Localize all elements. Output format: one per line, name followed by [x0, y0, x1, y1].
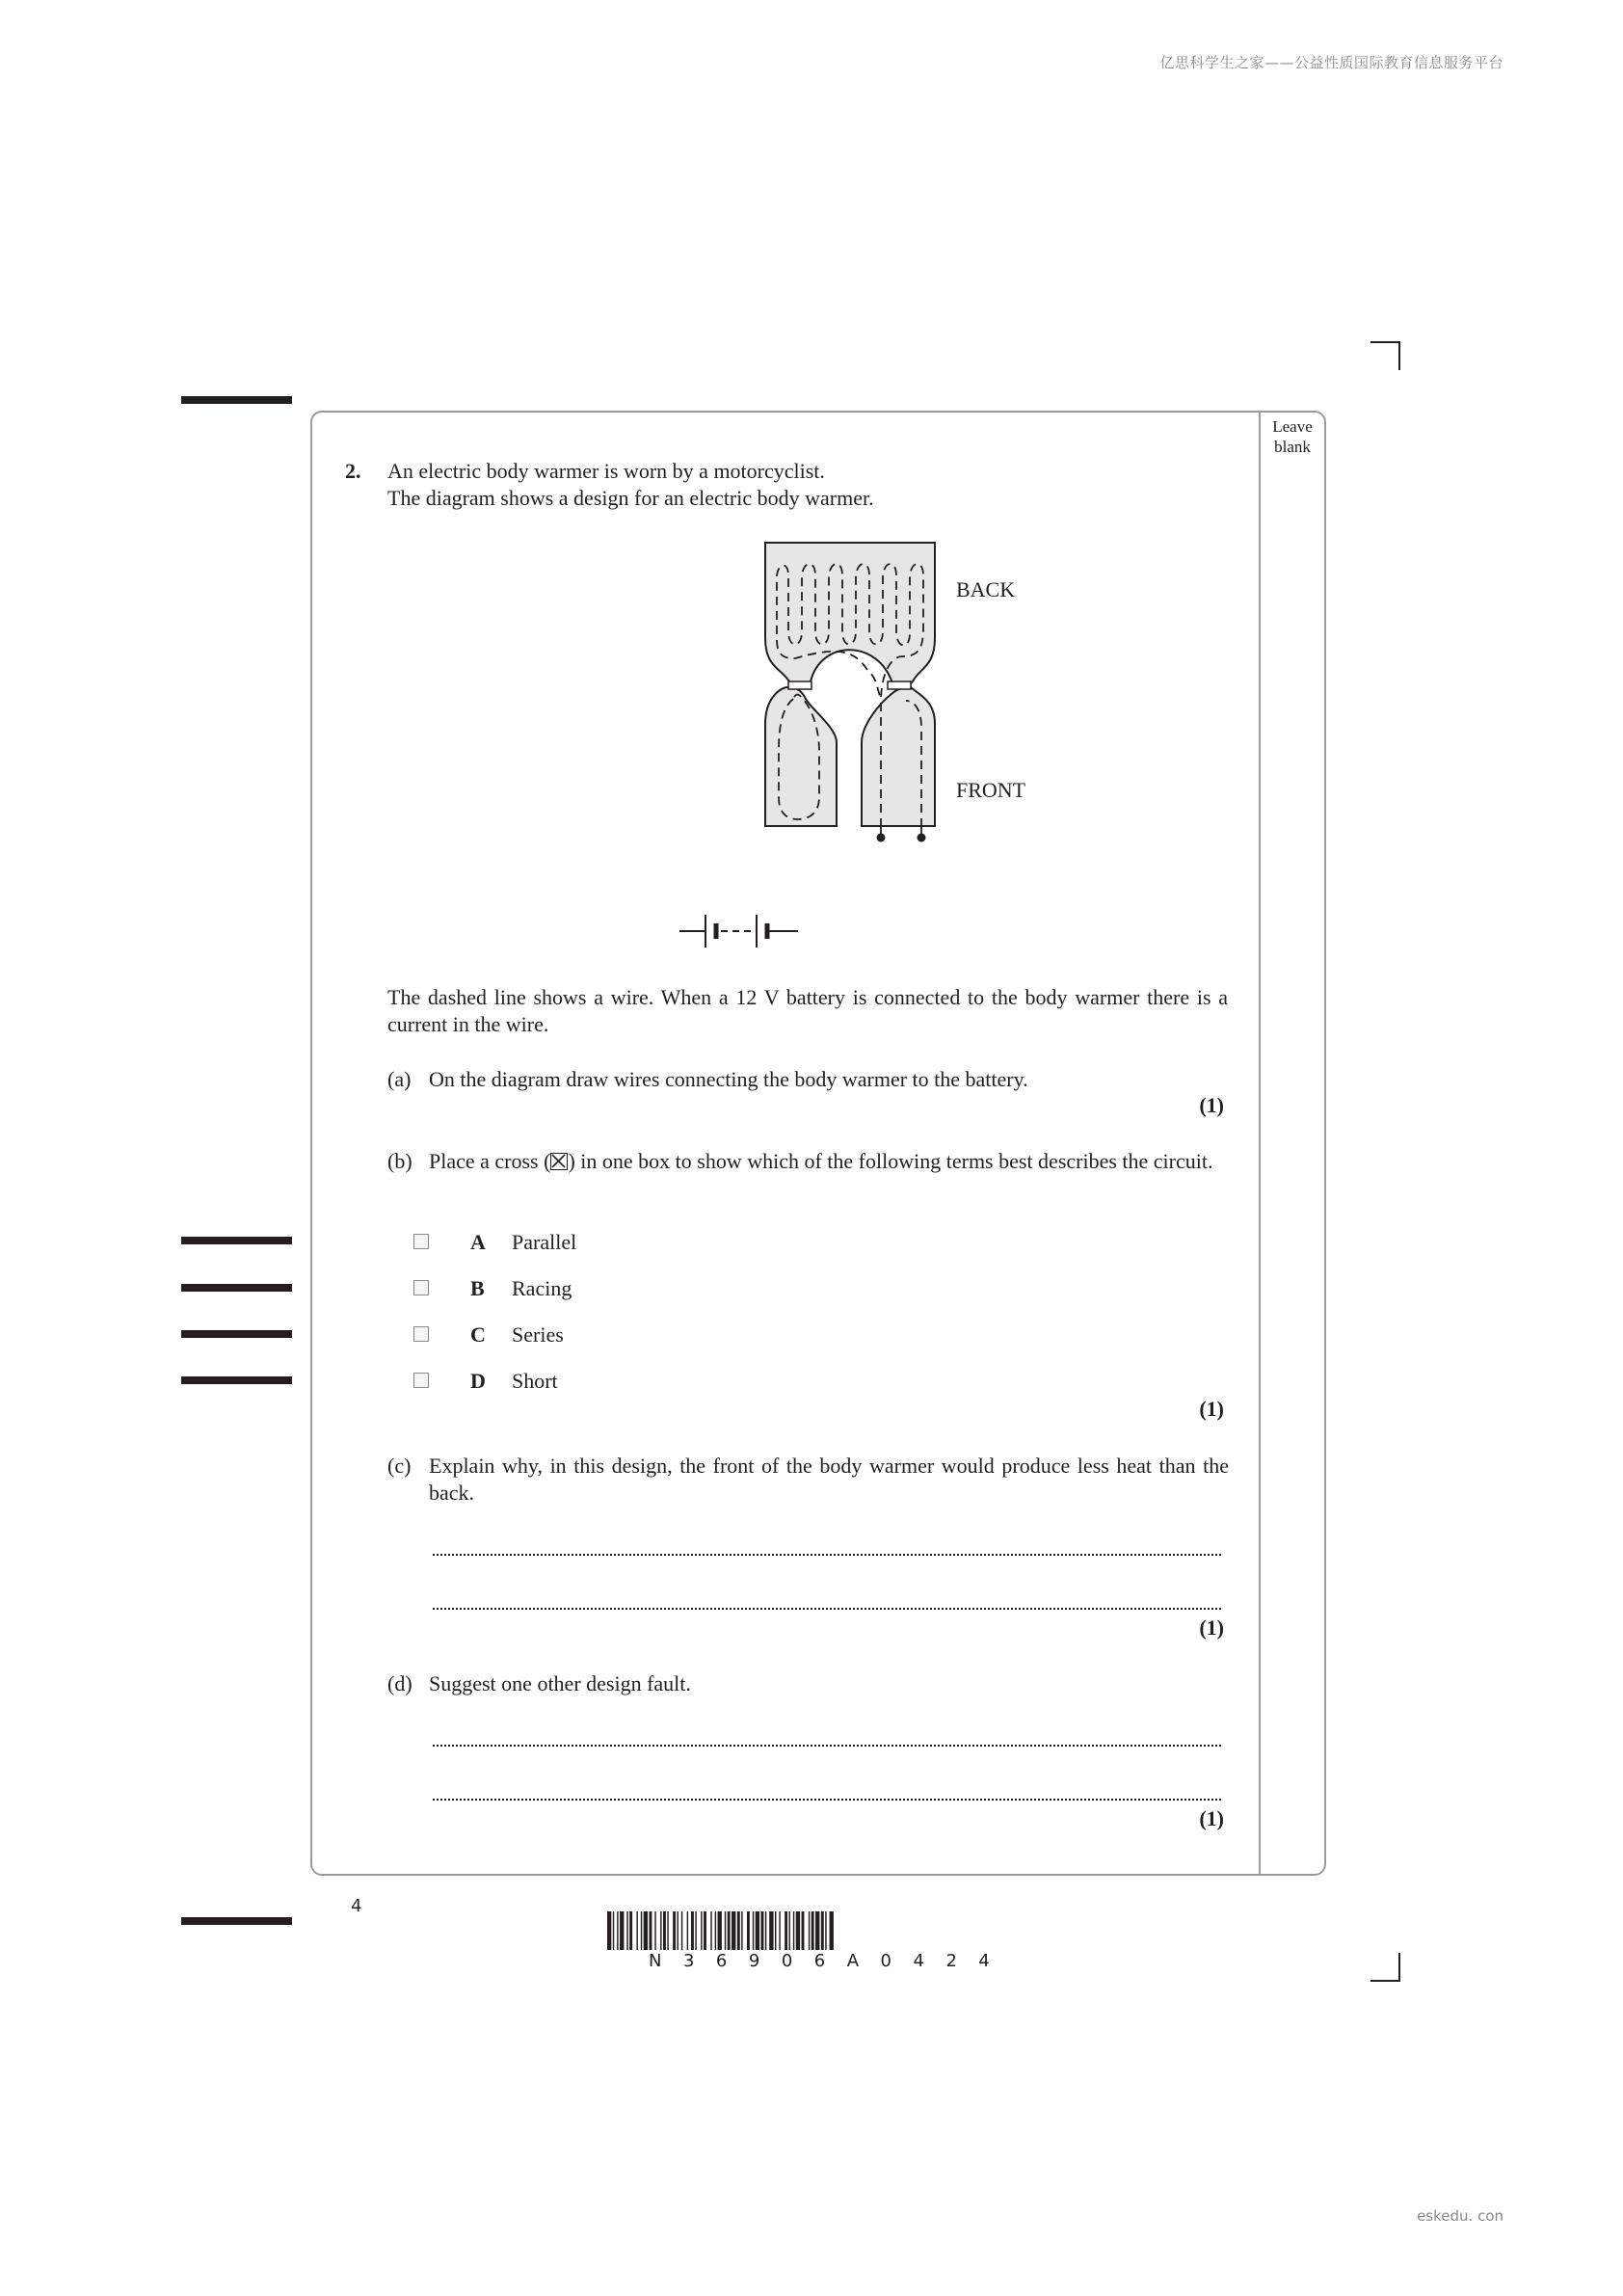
barcode-bar	[796, 1911, 800, 1950]
barcode-bar	[825, 1911, 826, 1950]
barcode-bar	[629, 1911, 632, 1950]
option-b-checkbox[interactable]	[413, 1280, 429, 1295]
barcode-bar	[802, 1911, 805, 1950]
barcode-bar	[747, 1911, 750, 1950]
barcode-bar	[695, 1911, 696, 1950]
barcode-bar	[613, 1911, 614, 1950]
barcode-bar	[779, 1911, 780, 1950]
option-c-letter: C	[470, 1322, 486, 1347]
margin-bar	[181, 1376, 292, 1384]
crop-mark-bottom-v	[1398, 1953, 1400, 1982]
question-intro-line2: The diagram shows a design for an electric body warmer.	[387, 486, 874, 510]
barcode-bar	[737, 1911, 740, 1950]
barcode-bar	[715, 1911, 716, 1950]
barcode-bar	[815, 1911, 819, 1950]
barcode-bar	[821, 1911, 824, 1950]
leave-blank-divider	[1259, 413, 1261, 1874]
margin-bar	[181, 1237, 292, 1244]
barcode-bar	[756, 1911, 759, 1950]
barcode-bar	[741, 1911, 742, 1950]
barcode-bar	[785, 1911, 787, 1950]
option-d-text: Short	[512, 1369, 558, 1393]
footer-site-text: eskedu. con	[1417, 2207, 1503, 2225]
part-b-label: (b)	[387, 1149, 412, 1173]
barcode-bar	[704, 1911, 706, 1950]
part-d-marks: (1)	[1199, 1806, 1224, 1830]
margin-bar	[181, 1330, 292, 1338]
barcode-bar	[789, 1911, 790, 1950]
barcode-bar	[660, 1911, 661, 1950]
barcode-text: N36906A0424	[649, 1951, 1012, 1971]
barcode-bar	[761, 1911, 764, 1950]
leave-blank-line2: blank	[1274, 438, 1311, 456]
option-c-checkbox[interactable]	[413, 1326, 429, 1342]
part-b-text-after: ) in one box to show which of the following terms best describes the circuit.	[568, 1149, 1213, 1173]
barcode-bar	[617, 1911, 618, 1950]
diagram-label-back: BACK	[956, 577, 1016, 601]
barcode-bar	[830, 1911, 834, 1950]
option-b-text: Racing	[512, 1276, 572, 1300]
part-b-text-before: Place a cross (	[429, 1149, 551, 1173]
terminal-right	[918, 834, 926, 842]
option-a-checkbox[interactable]	[413, 1234, 429, 1249]
crop-mark-top-v	[1398, 341, 1400, 370]
barcode-bar	[725, 1911, 726, 1950]
strap-right	[888, 681, 911, 689]
option-b-letter: B	[470, 1276, 485, 1300]
part-c-text: Explain why, in this design, the front of the body warmer would produce less heat than the back.	[429, 1454, 1229, 1505]
crop-mark-top-h	[1370, 341, 1399, 343]
option-a-letter: A	[470, 1230, 486, 1254]
barcode-bar	[654, 1911, 655, 1950]
barcode-bar	[765, 1911, 766, 1950]
barcode-bar	[644, 1911, 648, 1950]
body-warmer-front-left	[765, 687, 837, 826]
margin-bar	[181, 1284, 292, 1292]
diagram-label-front: FRONT	[956, 778, 1026, 802]
answer-line[interactable]	[433, 1799, 1221, 1801]
option-d-checkbox[interactable]	[413, 1373, 429, 1388]
part-c-marks: (1)	[1199, 1615, 1224, 1640]
leave-blank-label	[1261, 416, 1324, 457]
strap-left	[788, 681, 812, 689]
question-number: 2.	[345, 459, 361, 483]
barcode-bar	[673, 1911, 676, 1950]
part-a-text: On the diagram draw wires connecting the body warmer to the battery.	[429, 1067, 1028, 1091]
option-d-letter: D	[470, 1369, 486, 1393]
barcode-bar	[753, 1911, 754, 1950]
answer-line[interactable]	[433, 1554, 1221, 1556]
option-c-text: Series	[512, 1322, 564, 1347]
barcode-bar	[793, 1911, 794, 1950]
body-warmer-outline	[765, 543, 935, 689]
question-intro-line1: An electric body warmer is worn by a motorcyclist.	[387, 459, 825, 483]
terminal-left	[877, 834, 886, 842]
barcode-bar	[620, 1911, 624, 1950]
part-b-text	[429, 1148, 1229, 1175]
leave-blank-line1: Leave	[1272, 417, 1313, 436]
barcode-bar	[681, 1911, 682, 1950]
header-site-text: 亿思科学生之家——公益性质国际教育信息服务平台	[1159, 54, 1503, 71]
barcode-bar	[809, 1911, 810, 1950]
part-a-label: (a)	[387, 1067, 412, 1091]
battery-symbol	[679, 915, 798, 948]
barcode-bar	[650, 1911, 652, 1950]
option-a-text: Parallel	[512, 1230, 577, 1254]
answer-line[interactable]	[433, 1745, 1221, 1747]
part-d-label: (d)	[387, 1671, 412, 1695]
answer-line[interactable]	[433, 1608, 1221, 1610]
barcode-bar	[626, 1911, 627, 1950]
barcode-bar	[641, 1911, 642, 1950]
part-d-text: Suggest one other design fault.	[429, 1671, 691, 1695]
body-warmer-front-right	[862, 687, 935, 826]
barcode-bar	[701, 1911, 702, 1950]
barcode-bar	[691, 1911, 694, 1950]
question-statement: The dashed line shows a wire. When a 12 V battery is connected to the body warmer there is a current in the wire.	[387, 985, 1228, 1036]
page-number: 4	[351, 1896, 362, 1916]
part-a-marks: (1)	[1199, 1093, 1224, 1117]
barcode-bar	[710, 1911, 711, 1950]
barcode	[607, 1911, 1031, 1952]
barcode-bar	[812, 1911, 814, 1950]
barcode-bar	[663, 1911, 666, 1950]
barcode-bar	[607, 1911, 611, 1950]
barcode-bar	[732, 1911, 735, 1950]
barcode-bar	[718, 1911, 722, 1950]
barcode-bar	[667, 1911, 668, 1950]
barcode-bar	[636, 1911, 637, 1950]
barcode-bar	[775, 1911, 776, 1950]
crossed-box-icon	[550, 1153, 568, 1170]
barcode-bar	[687, 1911, 688, 1950]
crop-mark-bottom-h	[1370, 1980, 1399, 1982]
part-b-marks: (1)	[1199, 1397, 1224, 1421]
barcode-bar	[769, 1911, 773, 1950]
part-c-label: (c)	[387, 1454, 412, 1478]
margin-bar-bottom	[181, 1917, 292, 1925]
barcode-bar	[728, 1911, 731, 1950]
margin-bar-top	[181, 396, 292, 404]
